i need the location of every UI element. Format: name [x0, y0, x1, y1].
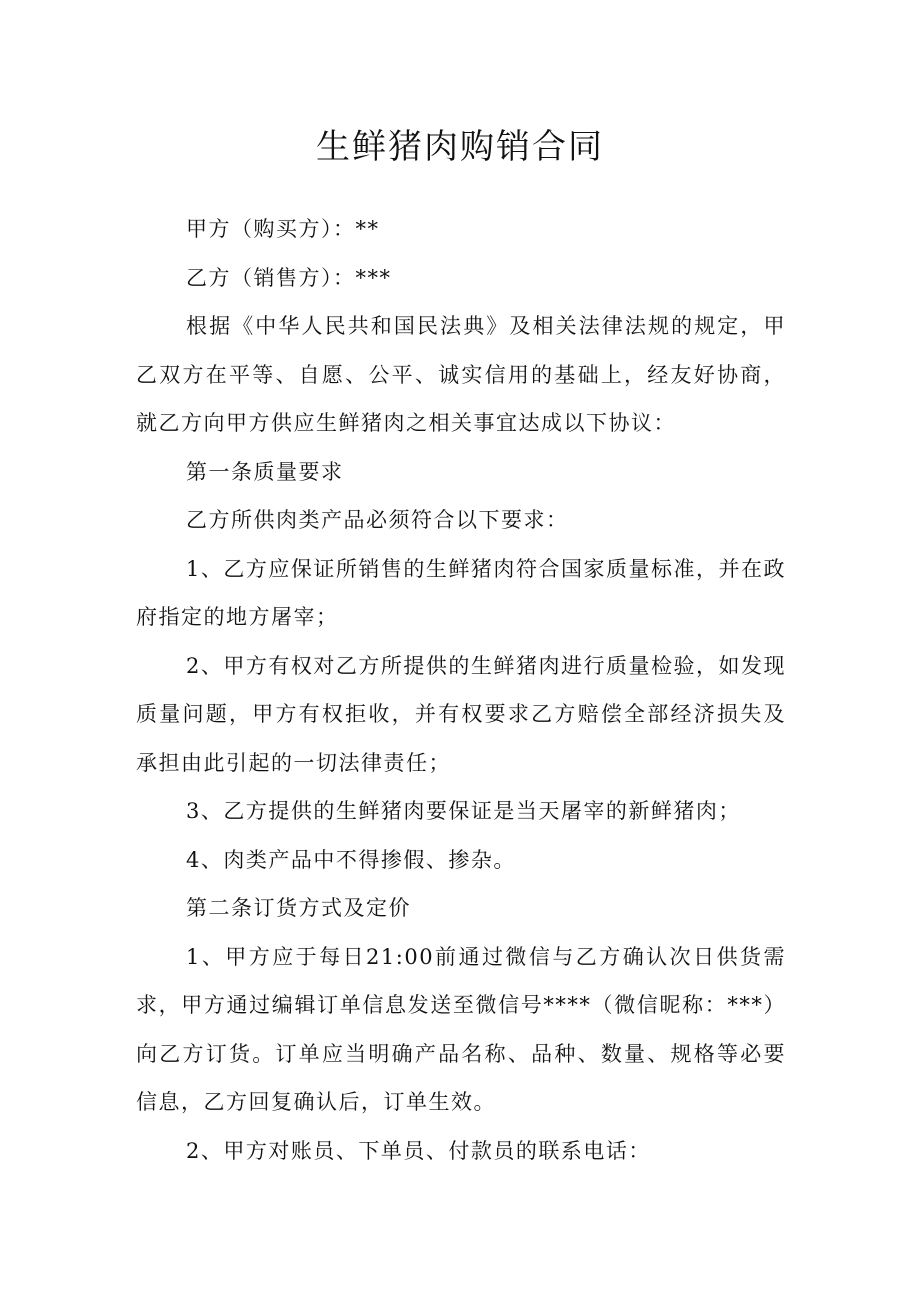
- contract-title: 生鲜猪肉购销合同: [316, 127, 604, 167]
- article-1-item-2: 2、甲方有权对乙方所提供的生鲜猪肉进行质量检验，如发现质量问题，甲方有权拒收，并有权要求乙方赔偿全部经济损失及承担由此引起的一切法律责任；: [136, 653, 786, 775]
- preamble-paragraph: 根据《中华人民共和国民法典》及相关法律法规的规定，甲乙双方在平等、自愿、公平、诚实信用的基础上，经友好协商，就乙方向甲方供应生鲜猪肉之相关事宜达成以下协议：: [136, 314, 786, 435]
- article-1-intro: 乙方所供肉类产品必须符合以下要求：: [186, 508, 569, 532]
- article-1-heading: 第一条质量要求: [186, 459, 344, 484]
- article-1-item-3: 3、乙方提供的生鲜猪肉要保证是当天屠宰的新鲜猪肉；: [186, 799, 741, 823]
- party-b-line: 乙方（销售方）：***: [186, 265, 392, 290]
- party-a-line: 甲方（购买方）：**: [186, 217, 380, 241]
- article-2-item-1: 1、甲方应于每日21:00前通过微信与乙方确认次日供货需求，甲方通过编辑订单信息发送至微信号****（微信昵称：***）向乙方订货。订单应当明确产品名称、品种、数量、规格等必要信息，乙方回复确认后，订单生效。: [136, 944, 786, 1114]
- article-1-item-1: 1、乙方应保证所销售的生鲜猪肉符合国家质量标准，并在政府指定的地方屠宰；: [136, 556, 786, 629]
- contract-body: [136, 205, 786, 1175]
- article-2-item-2: 2、甲方对账员、下单员、付款员的联系电话：: [186, 1138, 651, 1163]
- article-2-heading: 第二条订货方式及定价: [186, 896, 411, 920]
- article-1-item-4: 4、肉类产品中不得掺假、掺杂。: [186, 847, 516, 872]
